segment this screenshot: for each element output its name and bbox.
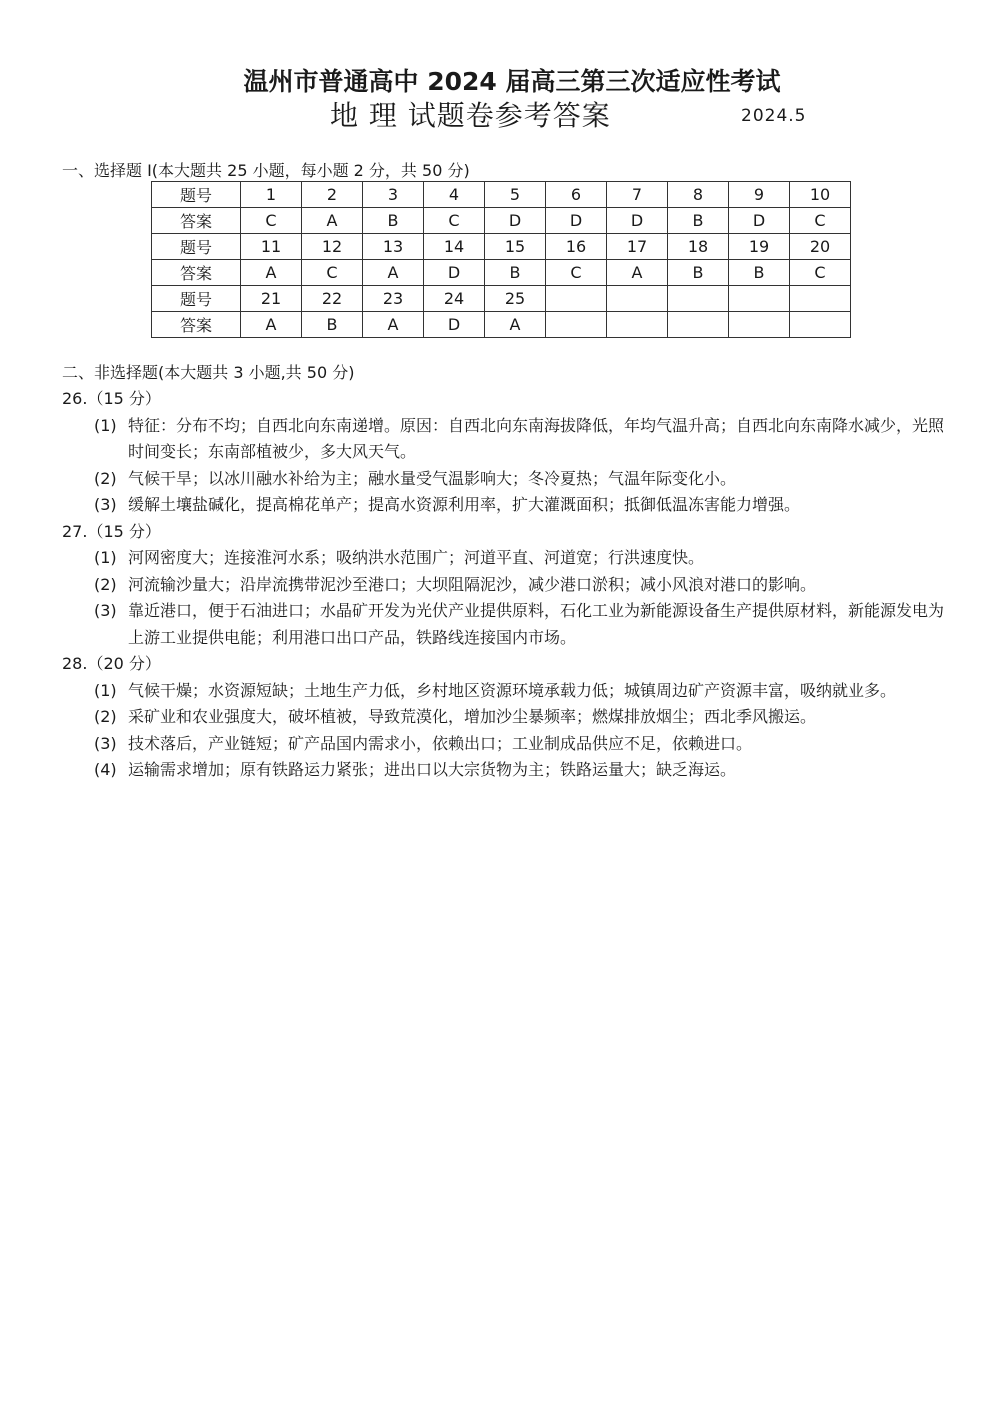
answer-cell: A [485,312,546,338]
item-text: 河流输沙量大；沿岸流携带泥沙至港口；大坝阻隔泥沙，减少港口淤积；减小风浪对港口的影响。 [128,574,817,594]
answer-cell: C [424,208,485,234]
question-number-cell: 2 [302,182,363,208]
answer-cell [729,312,790,338]
answer-cell: A [363,312,424,338]
item-number: (1) [94,415,117,435]
answer-cell: D [729,208,790,234]
item-number: (3) [94,733,117,753]
item-text: 技术落后，产业链短；矿产品国内需求小，依赖出口；工业制成品供应不足，依赖进口。 [128,733,753,753]
answer-cell: D [485,208,546,234]
answers-content [62,386,952,784]
question-label: 27.（15 分） [62,521,161,541]
question-number-cell: 13 [363,234,424,260]
item-text: 靠近港口，便于石油进口；水晶矿开发为光伏产业提供原料，石化工业为新能源设备生产提供原材料，新能源发电为上游工业提供电能；利用港口出口产品，铁路线连接国内市场。 [128,601,945,647]
question-number-cell [790,286,851,312]
answer-cell: B [302,312,363,338]
answer-cell: D [607,208,668,234]
table-row-numbers [152,286,851,312]
table-row-answers [152,260,851,286]
item-text: 运输需求增加；原有铁路运力紧张；进出口以大宗货物为主；铁路运量大；缺乏海运。 [128,760,737,779]
answer-cell: C [546,260,607,286]
question-number-cell [607,286,668,312]
answer-item [94,572,952,599]
document-date: 2024.5 [741,106,807,126]
answer-cell: C [241,208,302,234]
question-number-cell [546,286,607,312]
question-number-cell: 10 [790,182,851,208]
question-number-cell [668,286,729,312]
row-label: 题号 [152,182,241,208]
question-label: 28.（20 分） [62,654,161,673]
answer-cell: A [241,260,302,286]
answer-cell: B [729,260,790,286]
row-label: 答案 [152,312,241,338]
answer-table [151,181,851,338]
table-row-answers [152,312,851,338]
item-text: 缓解土壤盐碱化，提高棉花单产；提高水资源利用率，扩大灌溉面积；抵御低温冻害能力增强。 [128,495,801,514]
row-label: 答案 [152,208,241,234]
answer-cell [546,312,607,338]
item-number: (1) [94,680,117,700]
answer-item [94,413,952,466]
answer-cell: A [607,260,668,286]
item-number: (2) [94,574,117,594]
answer-cell: B [668,260,729,286]
question-number-cell: 25 [485,286,546,312]
question-number-cell: 9 [729,182,790,208]
answer-item [94,466,952,493]
table-row-numbers [152,234,851,260]
answer-cell [607,312,668,338]
answer-cell: C [790,260,851,286]
answer-cell: D [424,260,485,286]
document-subtitle: 地 理 试题卷参考答案 [330,99,611,132]
question-number-cell: 8 [668,182,729,208]
item-text: 河网密度大；连接淮河水系；吸纳洪水范围广；河道平直、河道宽；行洪速度快。 [128,548,705,567]
row-label: 答案 [152,260,241,286]
question-number-cell: 23 [363,286,424,312]
answer-cell: B [363,208,424,234]
item-number: (2) [94,707,117,726]
answer-cell: A [241,312,302,338]
item-number: (2) [94,468,117,488]
question-number-cell: 11 [241,234,302,260]
question-number-cell: 14 [424,234,485,260]
answer-item [94,704,952,731]
question-number-cell: 4 [424,182,485,208]
item-text: 气候干旱；以冰川融水补给为主；融水量受气温影响大；冬冷夏热；气温年际变化小。 [128,468,737,488]
question-number-cell: 15 [485,234,546,260]
answer-cell: D [546,208,607,234]
answer-item [94,678,952,705]
question-number-cell [729,286,790,312]
section2-heading: 二、非选择题(本大题共 3 小题,共 50 分) [62,363,355,382]
question-number-cell: 18 [668,234,729,260]
answer-cell: A [302,208,363,234]
answer-item [94,757,952,784]
question-number-cell: 21 [241,286,302,312]
answer-cell: B [668,208,729,234]
row-label: 题号 [152,286,241,312]
answer-cell: A [363,260,424,286]
question-number-cell: 1 [241,182,302,208]
item-number: (3) [94,601,117,620]
table-row-numbers [152,182,851,208]
question-number-cell: 7 [607,182,668,208]
answer-cell [668,312,729,338]
question-number-cell: 5 [485,182,546,208]
question-number-cell: 16 [546,234,607,260]
item-text: 气候干燥；水资源短缺；土地生产力低，乡村地区资源环境承载力低；城镇周边矿产资源丰富，吸纳就业多。 [128,680,897,700]
answer-item [94,598,952,651]
table-row-answers [152,208,851,234]
question-number-cell: 19 [729,234,790,260]
item-number: (3) [94,495,117,514]
question-number-cell: 22 [302,286,363,312]
item-text: 采矿业和农业强度大，破坏植被，导致荒漠化，增加沙尘暴频率；燃煤排放烟尘；西北季风搬运。 [128,707,817,726]
answer-item [94,492,952,519]
question-number-cell: 24 [424,286,485,312]
answer-cell: C [302,260,363,286]
item-text: 特征：分布不均；自西北向东南递增。原因：自西北向东南海拔降低，年均气温升高；自西北向东南降水减少，光照时间变长；东南部植被少，多大风天气。 [128,415,945,461]
question-number-cell: 20 [790,234,851,260]
answer-cell: D [424,312,485,338]
question-number-cell: 12 [302,234,363,260]
answer-item [94,545,952,572]
document-title: 温州市普通高中 2024 届高三第三次适应性考试 [243,67,781,96]
answer-item [94,731,952,758]
item-number: (4) [94,760,117,779]
question-number-cell: 6 [546,182,607,208]
answer-cell: C [790,208,851,234]
item-number: (1) [94,548,117,567]
section1-heading: 一、选择题 I(本大题共 25 小题，每小题 2 分，共 50 分) [62,161,470,180]
question-number-cell: 3 [363,182,424,208]
question-number-cell: 17 [607,234,668,260]
answer-cell [790,312,851,338]
question-label: 26.（15 分） [62,389,161,408]
answer-cell: B [485,260,546,286]
row-label: 题号 [152,234,241,260]
